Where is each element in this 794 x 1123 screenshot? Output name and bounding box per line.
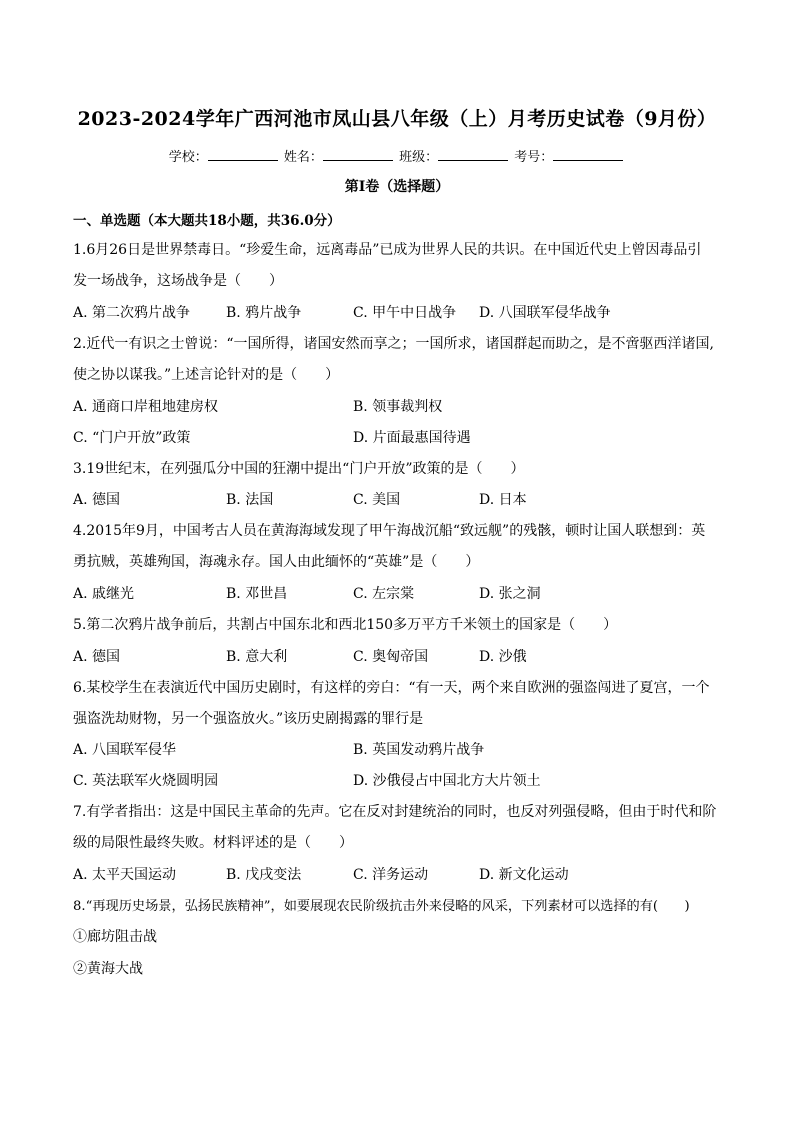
- q3-option-c[interactable]: C. 美国: [353, 492, 401, 508]
- number-field[interactable]: [553, 148, 623, 161]
- q3-option-a[interactable]: A. 德国: [73, 492, 121, 508]
- q7-option-a[interactable]: A. 太平天国运动: [73, 867, 177, 883]
- school-label: 学校：: [168, 150, 208, 165]
- exam-title: 2023-2024学年广西河池市凤山县八年级（上）月考历史试卷（9月份）: [77, 108, 717, 130]
- q6-option-a[interactable]: A. 八国联军侵华: [73, 742, 177, 758]
- q4-option-b[interactable]: B. 邓世昌: [226, 586, 288, 602]
- volume-heading: 第Ⅰ卷（选择题）: [344, 179, 450, 195]
- q2-option-d[interactable]: D. 片面最惠国待遇: [353, 430, 471, 446]
- name-label: 姓名：: [283, 150, 323, 165]
- q8-item-2: ②黄海大战: [73, 961, 143, 977]
- class-label: 班级：: [399, 150, 439, 165]
- q6-stem-line1: 6.某校学生在表演近代中国历史剧时，有这样的旁白：“有一天，两个来自欧洲的强盗闯进了夏宫，一个: [73, 680, 710, 696]
- q2-option-c[interactable]: C. “门户开放”政策: [73, 430, 191, 446]
- q2-stem-line2: 使之协以谋我。”上述言论针对的是（ ）: [73, 367, 340, 383]
- q6-option-c[interactable]: C. 英法联军火烧圆明园: [73, 773, 219, 789]
- q6-option-b[interactable]: B. 英国发动鸦片战争: [353, 742, 485, 758]
- q4-stem-line1: 4.2015年9月，中国考古人员在黄海海域发现了甲午海战沉船“致远舰”的残骸，顿时让国人联想到：英: [73, 523, 706, 539]
- q3-stem-line1: 3.19世纪末，在列强瓜分中国的狂潮中提出“门户开放”政策的是（ ）: [73, 461, 525, 477]
- q6-option-d[interactable]: D. 沙俄侵占中国北方大片领土: [353, 773, 541, 789]
- q4-option-d[interactable]: D. 张之洞: [479, 586, 541, 602]
- number-label: 考号：: [514, 150, 554, 165]
- q7-stem-line2: 级的局限性最终失败。材料评述的是（ ）: [73, 835, 353, 851]
- q3-option-d[interactable]: D. 日本: [479, 492, 527, 508]
- q7-option-b[interactable]: B. 戊戌变法: [226, 867, 302, 883]
- q5-option-a[interactable]: A. 德国: [73, 649, 121, 665]
- q2-option-a[interactable]: A. 通商口岸租地建房权: [73, 399, 219, 415]
- q4-option-c[interactable]: C. 左宗棠: [353, 586, 415, 602]
- q8-stem-line1: 8.“再现历史场景，弘扬民族精神”，如要展现农民阶级抗击外来侵略的风采，下列素材可以选择的有( ): [73, 899, 690, 914]
- q7-stem-line1: 7.有学者指出：这是中国民主革命的先声。它在反对封建统治的同时，也反对列强侵略，但由于时代和阶: [73, 804, 717, 820]
- q6-stem-line2: 强盗洗劫财物，另一个强盗放火。”该历史剧揭露的罪行是: [73, 711, 424, 727]
- q4-stem-line2: 勇抗贼，英雄殉国，海魂永存。国人由此缅怀的“英雄”是（ ）: [73, 554, 480, 570]
- school-field[interactable]: [208, 148, 278, 161]
- q1-stem-line2: 发一场战争，这场战争是（ ）: [73, 273, 283, 289]
- q7-option-c[interactable]: C. 洋务运动: [353, 867, 429, 883]
- student-info-line: [0, 146, 794, 165]
- q5-option-b[interactable]: B. 意大利: [226, 649, 288, 665]
- q4-option-a[interactable]: A. 戚继光: [73, 586, 135, 602]
- q1-option-b[interactable]: B. 鸦片战争: [226, 305, 302, 321]
- q2-stem-line1: 2.近代一有识之士曾说：“一国所得，诸国安然而享之；一国所求，诸国群起而助之，是不啻驱西洋诸国,: [73, 336, 714, 352]
- q1-option-c[interactable]: C. 甲午中日战争: [353, 305, 457, 321]
- name-field[interactable]: [323, 148, 393, 161]
- q1-option-d[interactable]: D. 八国联军侵华战争: [479, 305, 611, 321]
- q5-stem-line1: 5.第二次鸦片战争前后，共割占中国东北和西北150多万平方千米领土的国家是（ ）: [73, 617, 618, 633]
- q7-option-d[interactable]: D. 新文化运动: [479, 867, 569, 883]
- q3-option-b[interactable]: B. 法国: [226, 492, 274, 508]
- q5-option-d[interactable]: D. 沙俄: [479, 649, 527, 665]
- q5-option-c[interactable]: C. 奥匈帝国: [353, 649, 429, 665]
- q2-option-b[interactable]: B. 领事裁判权: [353, 399, 443, 415]
- section-heading: 一、单选题（本大题共18小题，共36.0分）: [73, 213, 341, 229]
- q1-stem-line1: 1.6月26日是世界禁毒日。“珍爱生命，远离毒品”已成为世界人民的共识。在中国近代史上曾因毒品引: [73, 242, 702, 258]
- q8-item-1: ①廊坊阻击战: [73, 929, 157, 945]
- class-field[interactable]: [438, 148, 508, 161]
- q1-option-a[interactable]: A. 第二次鸦片战争: [73, 305, 191, 321]
